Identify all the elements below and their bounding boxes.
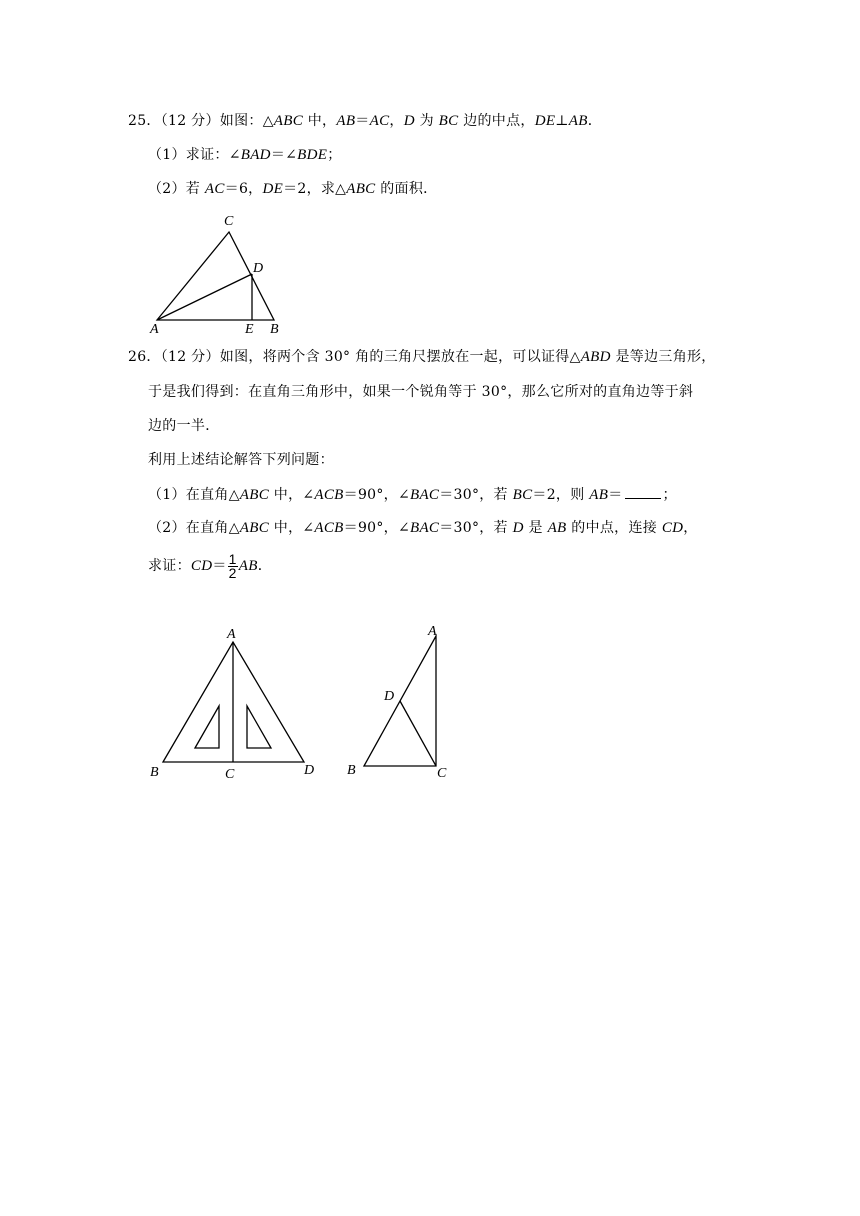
label-c: C — [437, 766, 447, 781]
label-d: D — [304, 763, 315, 778]
q25-var: DE — [262, 181, 284, 197]
q26-text: 如图，将两个含 30° 角的三角尺摆放在一起，可以证得△ — [219, 349, 581, 365]
q25-text: 中， — [303, 113, 337, 129]
q26-text: ＝ — [212, 558, 227, 574]
q25-text: ⊥ — [555, 113, 569, 129]
q25-text: ＝∠ — [270, 147, 298, 163]
q26-var: ABC — [239, 520, 270, 536]
q26-var: CD — [190, 558, 213, 574]
label-d: D — [253, 261, 264, 276]
q26-score: （12 分） — [160, 349, 220, 365]
q26-stem-line4: 利用上述结论解答下列问题： — [148, 452, 334, 468]
label-a: A — [150, 322, 159, 337]
q25-text: （1）求证：∠ — [148, 147, 241, 163]
q25-var: AB — [568, 113, 588, 129]
label-b: B — [270, 322, 279, 337]
fraction-denominator: 2 — [228, 564, 237, 581]
q26-text: （1）在直角△ — [148, 487, 240, 503]
q25-number: 25． — [128, 113, 161, 129]
q26-var: D — [512, 520, 524, 536]
q26-var: BAC — [410, 520, 440, 536]
q26-var: AB — [547, 520, 567, 536]
fraction-numerator: 1 — [228, 550, 237, 567]
q26-var: BAC — [410, 487, 440, 503]
q25-var: D — [403, 113, 415, 129]
q26-var: ACB — [314, 487, 344, 503]
q26-text: ； — [662, 487, 677, 503]
q25-var: BAD — [240, 147, 271, 163]
q25-var: AB — [336, 113, 356, 129]
q26-text: ＝30°，若 — [439, 487, 513, 503]
q25-text: 如图：△ — [219, 113, 274, 129]
q26-text: ＝2，则 — [532, 487, 590, 503]
q25-text: ＝6， — [224, 181, 263, 197]
label-a: A — [227, 627, 236, 642]
q26-var: CD — [661, 520, 684, 536]
q25-text: ． — [587, 113, 603, 129]
label-a: A — [428, 624, 437, 639]
q26-text: （2）在直角△ — [148, 520, 240, 536]
q25-text: ＝2，求△ — [283, 181, 347, 197]
q26-var: AB — [589, 487, 609, 503]
label-e: E — [245, 322, 254, 337]
q26-text: 的中点，连接 — [566, 520, 662, 536]
q25-text: 的面积． — [375, 181, 438, 197]
q25-var: ABC — [273, 113, 303, 129]
q26-text: ＝90°，∠ — [343, 520, 410, 536]
label-d: D — [384, 689, 395, 704]
q26-var: ABD — [580, 349, 611, 365]
q26-text: ＝30°，若 — [439, 520, 513, 536]
q25-score: （12 分） — [160, 113, 220, 129]
q26-text: ＝ — [608, 487, 623, 503]
q26-var: ACB — [314, 520, 344, 536]
label-b: B — [150, 765, 159, 780]
q25-text: 边的中点， — [458, 113, 535, 129]
q26-text: 中，∠ — [269, 520, 315, 536]
q25-text: ； — [327, 147, 342, 163]
label-b: B — [347, 763, 356, 778]
q25-text: 为 — [414, 113, 439, 129]
q26-var: BC — [512, 487, 533, 503]
q26-text: 求证： — [148, 558, 191, 574]
q25-var: BC — [438, 113, 459, 129]
q26-text: 是 — [523, 520, 548, 536]
q25-text: ， — [389, 113, 404, 129]
q26-text: 中，∠ — [269, 487, 315, 503]
q25-var: ABC — [346, 181, 376, 197]
segment-cd — [400, 701, 436, 766]
q25-text: ＝ — [355, 113, 370, 129]
q26-var: AB — [238, 558, 258, 574]
q26-var: ABC — [239, 487, 270, 503]
label-c: C — [225, 767, 235, 782]
q26-stem-line3: 边的一半． — [148, 418, 220, 434]
q25-text: （2）若 — [148, 181, 205, 197]
q25-var: AC — [369, 113, 390, 129]
label-c: C — [224, 214, 234, 229]
q25-var: AC — [204, 181, 225, 197]
q26-text: ＝90°，∠ — [343, 487, 410, 503]
q25-var: BDE — [297, 147, 328, 163]
q26-text: ， — [683, 520, 698, 536]
q26-text: 是等边三角形， — [610, 349, 716, 365]
q26-text: ． — [257, 558, 272, 574]
q26-stem-line2: 于是我们得到：在直角三角形中，如果一个锐角等于 30°，那么它所对的直角边等于斜 — [148, 384, 694, 400]
q26-number: 26． — [128, 349, 161, 365]
q25-var: DE — [534, 113, 556, 129]
